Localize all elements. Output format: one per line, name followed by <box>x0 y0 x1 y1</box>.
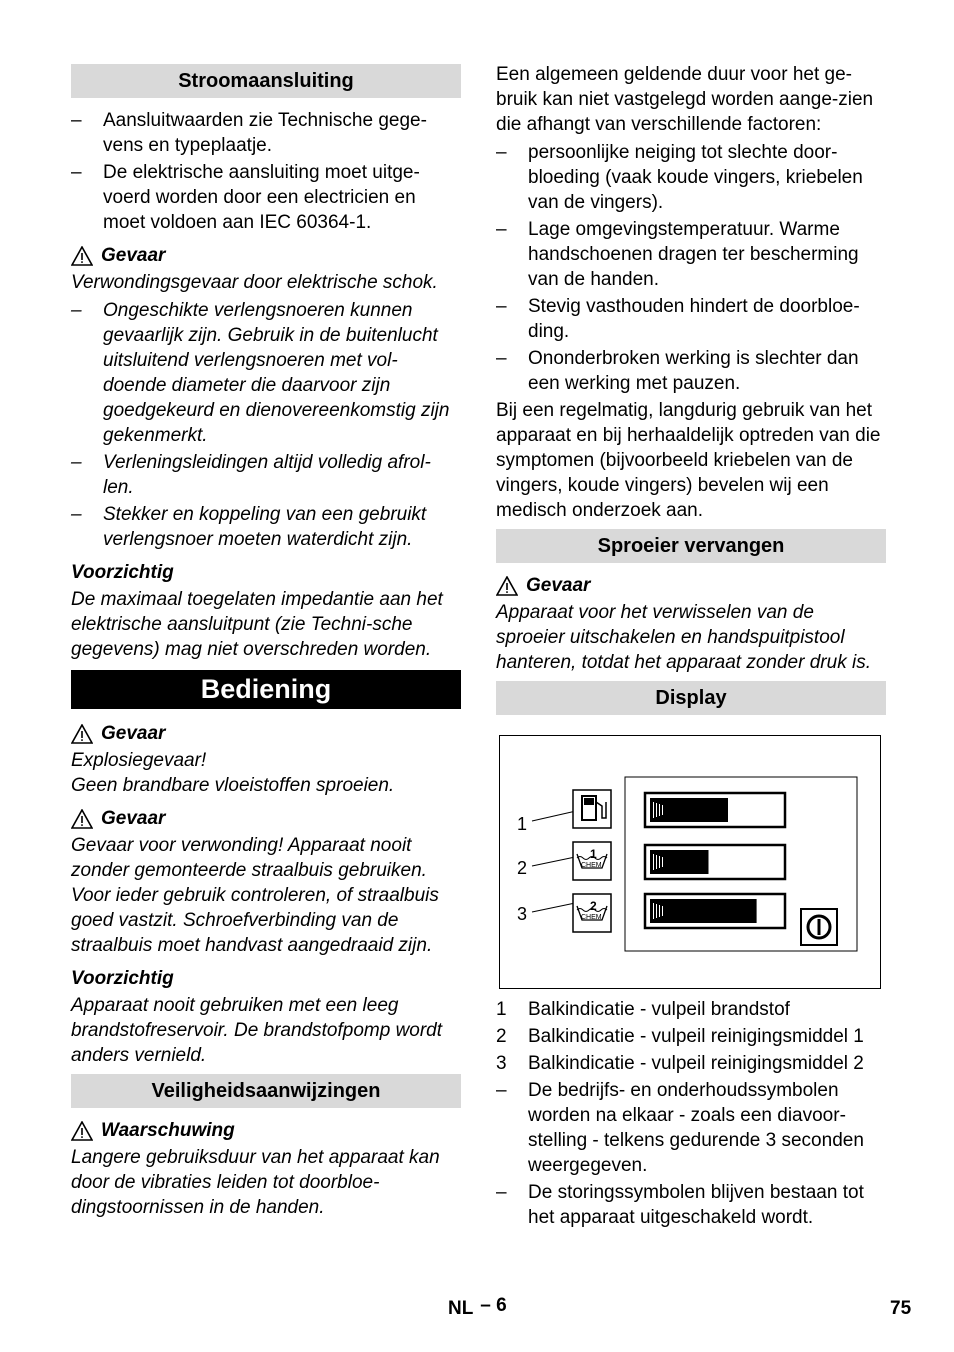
caution-heading: Voorzichtig <box>71 562 174 583</box>
warning-triangle-icon <box>71 246 93 266</box>
chem-2-icon <box>573 894 611 932</box>
list-item: – Aansluitwaarden zie Technische gege-vens en typeplaatje. <box>71 110 427 156</box>
svg-text:2: 2 <box>590 899 597 913</box>
section-heading-sproeier-vervangen: Sproeier vervangen <box>496 529 886 563</box>
list-item: – De storingssymbolen blijven bestaan tot het apparaat uitgeschakeld wordt. <box>496 1182 864 1228</box>
level-bar-tick <box>653 854 654 870</box>
level-bar-tick <box>662 906 663 916</box>
level-bar-tick <box>659 804 660 816</box>
level-bar-fill <box>650 850 709 874</box>
chem-1-icon <box>573 842 611 880</box>
level-bar-tick <box>656 855 657 869</box>
warning-heading: Gevaar <box>71 721 461 746</box>
svg-text:CHEM: CHEM <box>581 862 602 869</box>
display-figure <box>499 735 881 989</box>
level-bar-tick <box>653 802 654 818</box>
warning-intro: Verwondingsgevaar door elektrische schok. <box>71 272 438 293</box>
level-bar-tick <box>659 905 660 917</box>
level-bar-tick <box>653 903 654 919</box>
callout-label: 3 <box>517 904 528 924</box>
page-number: 75 <box>890 1298 912 1319</box>
left-column <box>71 62 461 1223</box>
level-bar-tick <box>662 857 663 867</box>
list-item: – Ongeschikte verlengsnoeren kunnen gevaarlijk zijn. Gebruik in de buitenlucht uitsluitend verlengsnoeren met vol-doende diameter die daarvoor zijn goedgekeurd en dienovereenkomstig zijn gekenmerkt. <box>71 300 450 446</box>
section-heading-veiligheidsaanwijzingen: Veiligheidsaanwijzingen <box>71 1074 461 1108</box>
right-column <box>496 62 886 1232</box>
level-bar-tick <box>656 904 657 918</box>
section-heading-display: Display <box>496 681 886 715</box>
level-bar-fill <box>650 798 728 822</box>
list-item: – Lage omgevingstemperatuur. Warme handschoenen dragen ter bescherming van de handen. <box>496 219 859 290</box>
warning-heading: Gevaar <box>71 243 461 268</box>
caution-heading: Voorzichtig <box>71 968 174 989</box>
list-item: – De bedrijfs- en onderhoudssymbolen worden na elkaar - zoals een diavoor-stelling - telkens gedurende 3 seconden weergegeven. <box>496 1080 864 1176</box>
svg-text:CHEM: CHEM <box>581 914 602 921</box>
display-drawing <box>500 736 880 988</box>
list-item: – persoonlijke neiging tot slechte door-bloeding (vaak koude vingers, kriebelen van de vingers). <box>496 142 863 213</box>
caution-text: De maximaal toegelaten impedantie aan het elektrische aansluitpunt (zie Techni-sche gegevens) mag niet overschreden worden. <box>71 589 443 660</box>
list-item: – De elektrische aansluiting moet uitge-voerd worden door een electricien en moet voldoen aan IEC 60364-1. <box>71 162 420 233</box>
fuel-pump-icon <box>573 790 611 828</box>
warning-text: Explosiegevaar! Geen brandbare vloeistoffen sproeien. <box>71 750 395 796</box>
list-item: – Verleningsleidingen altijd volledig afrol-len. <box>71 452 431 498</box>
svg-text:1: 1 <box>590 847 597 861</box>
warning-text: Langere gebruiksduur van het apparaat kan door de vibraties leiden tot doorbloe-dingstoornissen in de handen. <box>71 1147 440 1218</box>
warning-triangle-icon <box>71 724 93 744</box>
level-bar-tick <box>659 856 660 868</box>
list-item: – Stekker en koppeling van een gebruikt verlengsnoer moeten waterdicht zijn. <box>71 504 427 550</box>
list-item: – Ononderbroken werking is slechter dan een werking met pauzen. <box>496 348 859 394</box>
warning-triangle-icon <box>71 809 93 829</box>
warning-heading: Gevaar <box>496 573 886 598</box>
page-footer-lang: NL – 6 <box>448 1295 507 1319</box>
warning-text: Apparaat voor het verwisselen van de sproeier uitschakelen en handspuitpistool hanteren, totdat het apparaat zonder druk is. <box>496 602 871 673</box>
callout-label: 2 <box>517 858 528 878</box>
level-bar-tick <box>662 805 663 815</box>
legend-item: 3 Balkindicatie - vulpeil reinigingsmiddel 2 <box>496 1053 864 1074</box>
warning-text: Gevaar voor verwonding! Apparaat nooit zonder gemonteerde straalbuis gebruiken. Voor ieder gebruik controleren, of straalbuis goed vastzit. Schroefverbinding van de straalbuis moet handvast aangedraaid zijn. <box>71 835 439 956</box>
chapter-heading-bediening: Bediening <box>71 670 461 709</box>
list-item: – Stevig vasthouden hindert de doorbloe-ding. <box>496 296 860 342</box>
section-heading-stroomaansluiting: Stroomaansluiting <box>71 64 461 98</box>
callout-label: 1 <box>517 814 528 834</box>
leader-line <box>532 811 576 821</box>
level-bar-fill <box>650 899 757 923</box>
legend-item: 2 Balkindicatie - vulpeil reinigingsmiddel 1 <box>496 1026 864 1047</box>
paragraph: Bij een regelmatig, langdurig gebruik van het apparaat en bij herhaaldelijk optreden van die symptomen (bijvoorbeeld kriebelen van de vingers, koude vingers) bevelen wij een medisch onderzoek aan. <box>496 400 881 521</box>
level-bar-tick <box>656 803 657 817</box>
legend-item: 1 Balkindicatie - vulpeil brandstof <box>496 999 790 1020</box>
warning-heading: Waarschuwing <box>71 1118 461 1143</box>
warning-heading: Gevaar <box>71 806 461 831</box>
warning-triangle-icon <box>71 1121 93 1141</box>
warning-triangle-icon <box>496 576 518 596</box>
caution-text: Apparaat nooit gebruiken met een leeg brandstofreservoir. De brandstofpomp wordt anders vernield. <box>71 995 443 1066</box>
power-icon <box>801 909 837 945</box>
paragraph: Een algemeen geldende duur voor het ge-bruik kan niet vastgelegd worden aange-zien die afhangt van verschillende factoren: <box>496 64 874 135</box>
